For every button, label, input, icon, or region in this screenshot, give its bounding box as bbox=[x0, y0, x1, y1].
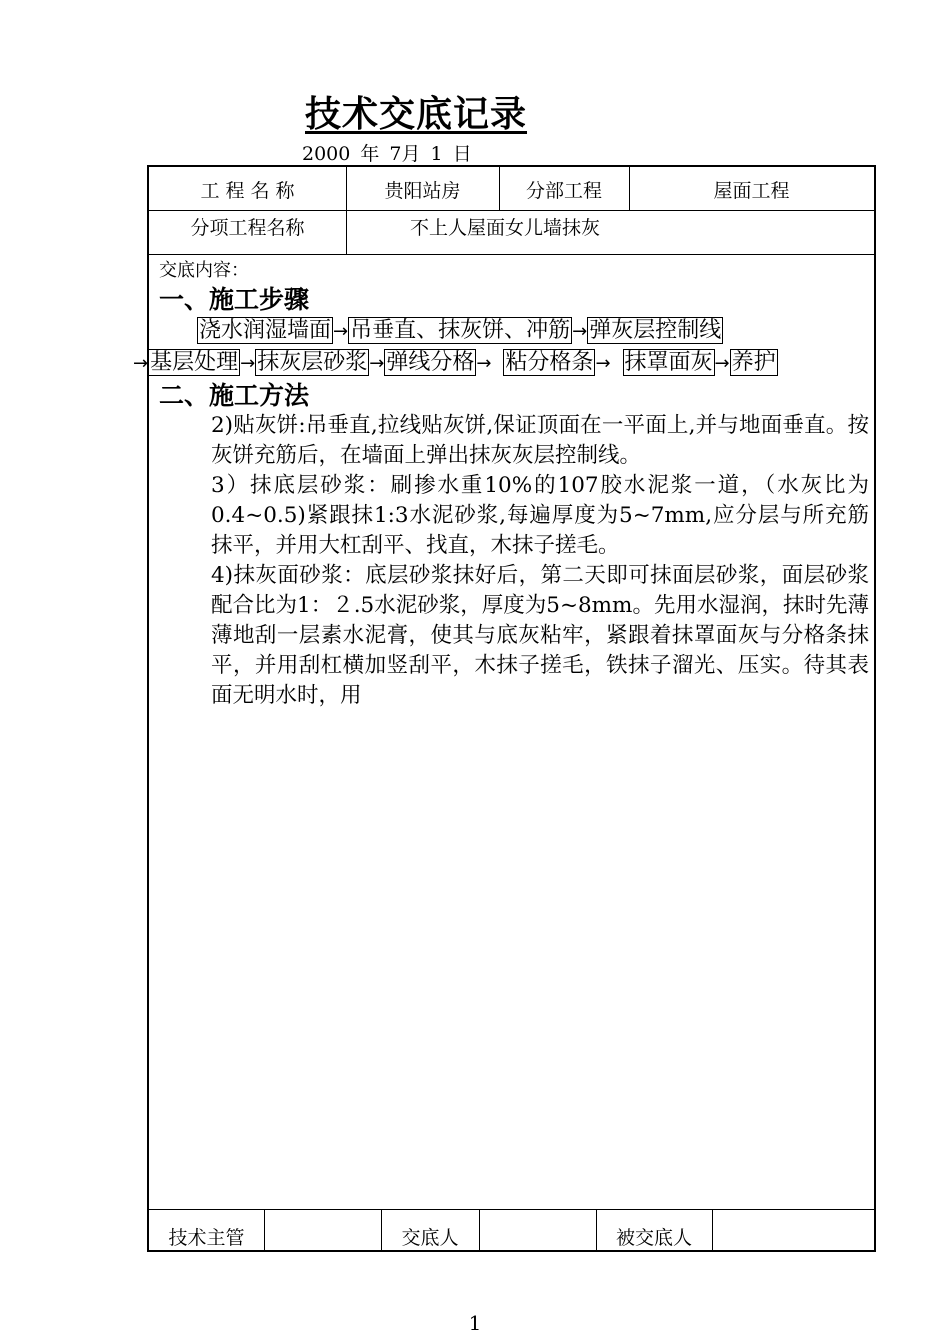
arrow-icon: → bbox=[133, 353, 149, 374]
tech-supervisor-label: 技术主管 bbox=[168, 1227, 245, 1249]
method-paragraph: 3）抹底层砂浆：刷掺水重10%的107胶水泥浆一道，（水灰比为0.4~0.5)紧跟抹1:3水泥砂浆,每遍厚度为5~7mm,应分层与所充筋抹平，并用大杠刮平、找直，木抹子搓毛。 bbox=[211, 473, 869, 558]
document-date: 2000 年 7月 1 日 bbox=[302, 143, 472, 165]
flow-step: 弹灰层控制线 bbox=[589, 318, 722, 343]
row-divider bbox=[149, 1209, 874, 1210]
project-name-value: 贵阳站房 bbox=[384, 180, 461, 202]
recipient-label: 被交底人 bbox=[615, 1227, 692, 1249]
flow-step: 吊垂直、抹灰饼、冲筋 bbox=[350, 318, 571, 343]
flow-step: 弹线分格 bbox=[386, 350, 475, 375]
col-divider bbox=[712, 1209, 713, 1252]
row-divider bbox=[149, 254, 874, 255]
method-paragraph: 2)贴灰饼:吊垂直,拉线贴灰饼,保证顶面在一平面上,并与地面垂直。按灰饼充筋后，在墙面上弹出抹灰灰层控制线。 bbox=[211, 413, 869, 468]
flow-step: 养护 bbox=[731, 350, 776, 375]
flow-step: 粘分格条 bbox=[505, 350, 594, 375]
subitem-label: 分项工程名称 bbox=[190, 217, 305, 239]
row-divider bbox=[149, 210, 874, 211]
arrow-icon: → bbox=[369, 353, 385, 374]
division-label: 分部工程 bbox=[525, 180, 602, 202]
arrow-icon: → bbox=[476, 353, 492, 374]
subitem-value: 不上人屋面女儿墙抹灰 bbox=[409, 217, 600, 239]
section1-heading: 一、施工步骤 bbox=[159, 285, 310, 314]
section2-heading: 二、施工方法 bbox=[159, 381, 310, 410]
arrow-icon: → bbox=[240, 353, 256, 374]
col-divider bbox=[479, 1209, 480, 1252]
discloser-label: 交底人 bbox=[401, 1227, 459, 1249]
document-title: 技术交底记录 bbox=[305, 93, 528, 135]
content-label: 交底内容： bbox=[159, 260, 249, 281]
arrow-icon: → bbox=[333, 321, 349, 342]
col-divider bbox=[264, 1209, 265, 1252]
construction-flow bbox=[133, 315, 869, 379]
division-value: 屋面工程 bbox=[713, 180, 790, 202]
page-number: 1 bbox=[468, 1311, 482, 1335]
flow-step: 基层处理 bbox=[150, 350, 239, 375]
arrow-icon: → bbox=[595, 353, 611, 374]
arrow-icon: → bbox=[572, 321, 588, 342]
project-name-label: 工 程 名 称 bbox=[200, 180, 295, 202]
arrow-icon: → bbox=[714, 353, 730, 374]
method-paragraph: 4)抹灰面砂浆：底层砂浆抹好后，第二天即可抹面层砂浆，面层砂浆配合比为1：２.5水泥砂浆，厚度为5~8mm。先用水湿润，抹时先薄薄地刮一层素水泥膏，使其与底灰粘牢，紧跟着抹罩面灰与分格条抹平，并用刮杠横加竖刮平，木抹子搓毛，铁抹子溜光、压实。待其表面无明水时，用 bbox=[211, 563, 869, 708]
flow-step: 抹罩面灰 bbox=[624, 350, 713, 375]
record-form bbox=[133, 165, 876, 1252]
disclosure-content bbox=[133, 257, 869, 711]
flow-step: 浇水润湿墙面 bbox=[199, 318, 332, 343]
flow-step: 抹灰层砂浆 bbox=[257, 350, 368, 375]
